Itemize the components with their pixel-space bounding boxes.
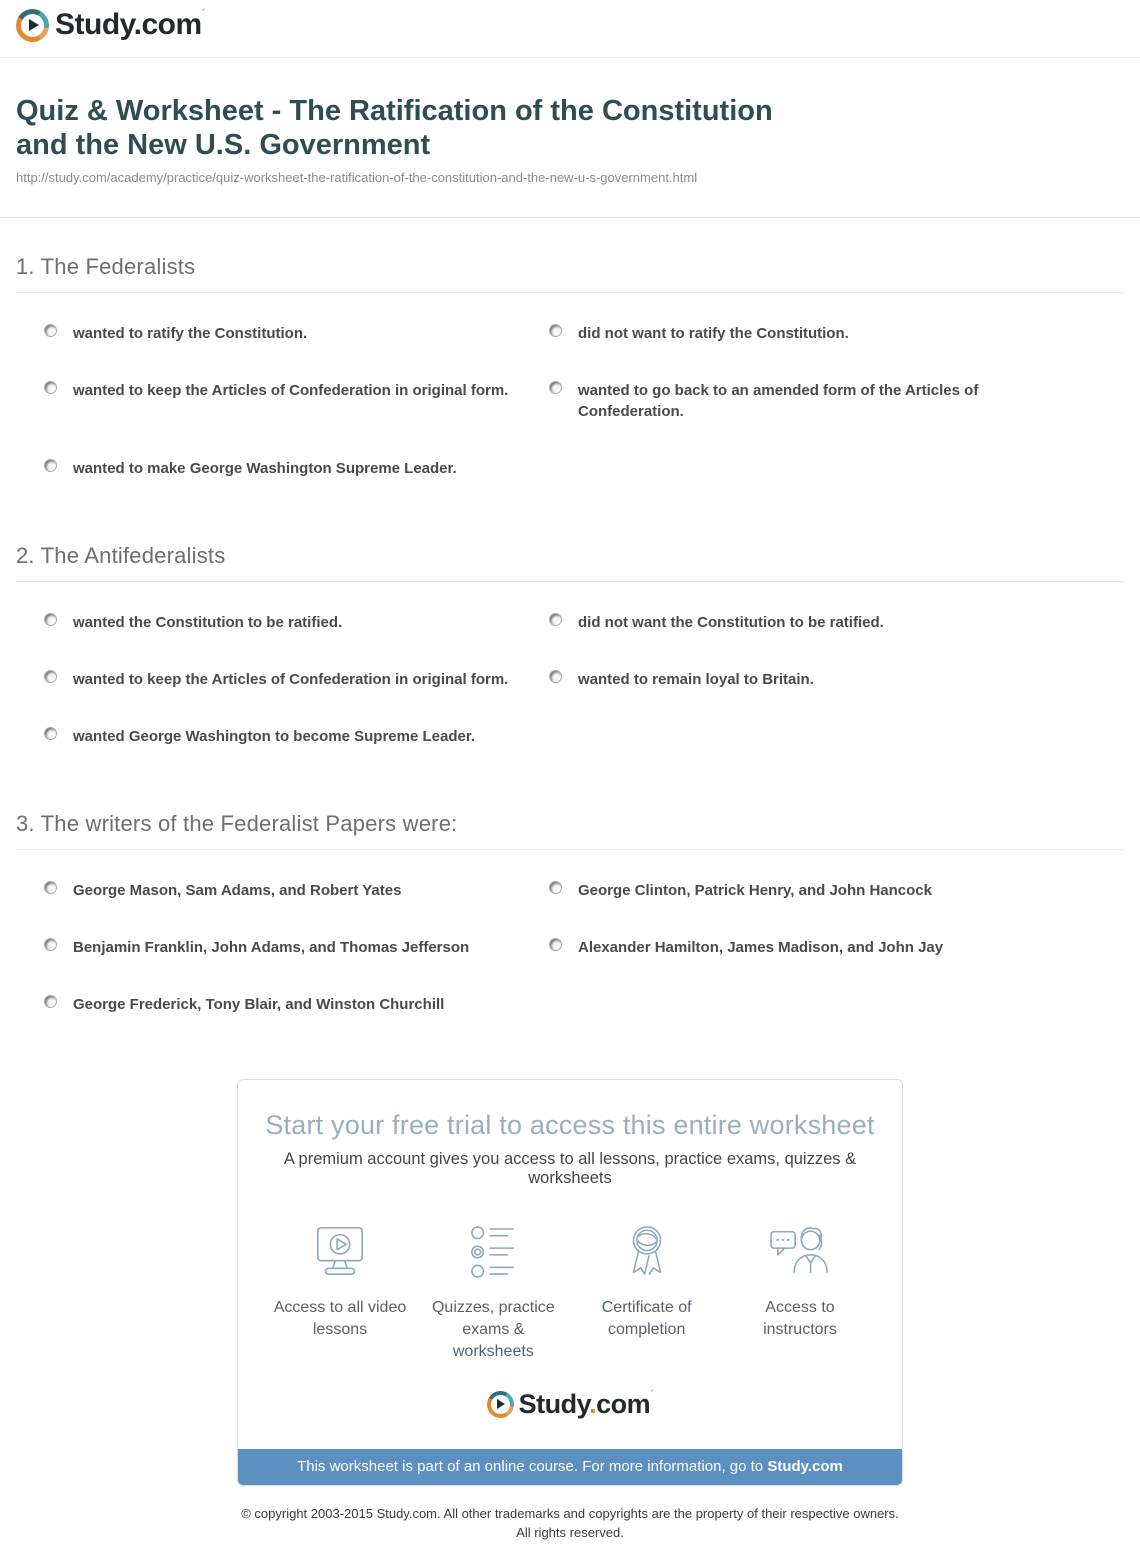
question-1-options bbox=[44, 323, 1004, 479]
radio-button[interactable] bbox=[549, 324, 562, 337]
answer-option[interactable] bbox=[44, 726, 519, 747]
answer-label: Benjamin Franklin, John Adams, and Thomas Jefferson bbox=[73, 938, 470, 956]
copyright-line2: All rights reserved. bbox=[516, 1524, 624, 1540]
logo-trademark: ´ bbox=[650, 1388, 654, 1401]
logo-com: com bbox=[596, 1388, 651, 1419]
studycom-logo-text bbox=[55, 8, 205, 42]
feature-label: Quizzes, practice exams & worksheets bbox=[431, 1298, 555, 1360]
cta-content bbox=[238, 1080, 902, 1449]
worksheet-page bbox=[0, 94, 1140, 1566]
free-trial-cta-box bbox=[237, 1079, 903, 1486]
radio-button[interactable] bbox=[44, 881, 57, 894]
answer-option[interactable] bbox=[44, 669, 519, 690]
question-2-heading: 2. The Antifederalists bbox=[16, 542, 226, 568]
answer-option[interactable] bbox=[44, 323, 519, 344]
radio-button[interactable] bbox=[44, 613, 57, 626]
page-url: http://study.com/academy/practice/quiz-worksheet-the-ratification-of-the-constitution-and-the-new-u-s-government.html bbox=[16, 169, 698, 185]
answer-label: wanted to remain loyal to Britain. bbox=[578, 670, 814, 688]
radio-button[interactable] bbox=[549, 881, 562, 894]
radio-button[interactable] bbox=[549, 938, 562, 951]
logo-trademark: ´ bbox=[201, 8, 205, 20]
answer-label: wanted to keep the Articles of Confederation in original form. bbox=[73, 670, 509, 688]
radio-button[interactable] bbox=[549, 670, 562, 683]
studycom-link[interactable]: Study.com bbox=[767, 1457, 843, 1475]
feature-list bbox=[270, 1224, 870, 1363]
answer-option[interactable] bbox=[44, 880, 519, 901]
radio-button[interactable] bbox=[44, 995, 57, 1008]
answer-option[interactable] bbox=[549, 937, 1004, 958]
answer-label: George Mason, Sam Adams, and Robert Yates bbox=[73, 881, 402, 899]
feature-instructors bbox=[730, 1224, 870, 1341]
copyright-line1: © copyright 2003-2015 Study.com. All other trademarks and copyrights are the property of their respective owners. bbox=[241, 1505, 899, 1521]
radio-button[interactable] bbox=[44, 727, 57, 740]
logo-dot: . bbox=[133, 8, 142, 41]
answer-label: George Clinton, Patrick Henry, and John Hancock bbox=[578, 881, 932, 899]
studycom-play-icon bbox=[16, 9, 49, 42]
logo-study: Study bbox=[55, 8, 134, 41]
answer-option[interactable] bbox=[549, 323, 1004, 344]
question-3 bbox=[16, 811, 1124, 1015]
video-lessons-icon bbox=[309, 1267, 371, 1284]
studycom-logo[interactable] bbox=[16, 8, 205, 42]
answer-option[interactable] bbox=[44, 458, 519, 479]
feature-label: Certificate of completion bbox=[601, 1298, 692, 1338]
logo-dot: . bbox=[589, 1388, 597, 1419]
feature-certificate bbox=[577, 1224, 717, 1341]
answer-option[interactable] bbox=[44, 380, 519, 401]
certificate-icon bbox=[623, 1267, 671, 1284]
feature-label: Access to instructors bbox=[763, 1298, 837, 1338]
studycom-logo-text bbox=[519, 1389, 654, 1420]
radio-button[interactable] bbox=[44, 670, 57, 683]
answer-option[interactable] bbox=[549, 669, 1004, 690]
site-header bbox=[0, 0, 1140, 58]
question-1-divider bbox=[16, 292, 1124, 293]
answer-label: wanted to keep the Articles of Confederation in original form. bbox=[73, 381, 509, 399]
answer-option[interactable] bbox=[549, 380, 1004, 422]
logo-com: com bbox=[141, 8, 202, 41]
radio-button[interactable] bbox=[44, 459, 57, 472]
question-3-heading: 3. The writers of the Federalist Papers were: bbox=[16, 810, 458, 836]
cta-subtitle: A premium account gives you access to all lessons, practice exams, quizzes & worksheets bbox=[283, 1149, 857, 1187]
instructors-icon bbox=[769, 1267, 831, 1284]
answer-option[interactable] bbox=[44, 612, 519, 633]
cta-title: Start your free trial to access this entire worksheet bbox=[265, 1109, 875, 1140]
answer-label: did not want the Constitution to be ratified. bbox=[578, 613, 884, 631]
course-info-text: This worksheet is part of an online course. For more information, go to bbox=[297, 1457, 768, 1475]
header-divider bbox=[0, 217, 1140, 218]
question-2-options bbox=[44, 612, 1004, 747]
question-2-divider bbox=[16, 581, 1124, 582]
studycom-play-icon bbox=[487, 1391, 514, 1418]
question-1-heading: 1. The Federalists bbox=[16, 253, 196, 279]
logo-study: Study bbox=[518, 1388, 590, 1419]
answer-label: wanted to go back to an amended form of the Articles of Confederation. bbox=[578, 381, 979, 420]
copyright-footer bbox=[16, 1504, 1124, 1566]
course-info-bar bbox=[238, 1449, 902, 1485]
radio-button[interactable] bbox=[44, 938, 57, 951]
feature-label: Access to all video lessons bbox=[273, 1298, 407, 1338]
question-3-options bbox=[44, 880, 1004, 1015]
quizzes-icon bbox=[469, 1267, 517, 1284]
answer-label: Alexander Hamilton, James Madison, and John Jay bbox=[578, 938, 944, 956]
answer-label: wanted to make George Washington Supreme Leader. bbox=[73, 459, 457, 477]
feature-video-lessons bbox=[270, 1224, 410, 1341]
answer-label: wanted the Constitution to be ratified. bbox=[73, 613, 343, 631]
answer-option[interactable] bbox=[44, 937, 519, 958]
question-3-divider bbox=[16, 849, 1124, 850]
feature-quizzes bbox=[423, 1224, 563, 1363]
answer-label: did not want to ratify the Constitution. bbox=[578, 324, 849, 342]
answer-option[interactable] bbox=[44, 994, 519, 1015]
answer-label: George Frederick, Tony Blair, and Winston Churchill bbox=[73, 995, 445, 1013]
question-2 bbox=[16, 543, 1124, 747]
answer-label: wanted to ratify the Constitution. bbox=[73, 324, 308, 342]
answer-label: wanted George Washington to become Supreme Leader. bbox=[73, 727, 476, 745]
cta-studycom-logo bbox=[487, 1389, 654, 1420]
question-1 bbox=[16, 254, 1124, 479]
radio-button[interactable] bbox=[549, 613, 562, 626]
radio-button[interactable] bbox=[44, 324, 57, 337]
radio-button[interactable] bbox=[44, 381, 57, 394]
answer-option[interactable] bbox=[549, 612, 1004, 633]
answer-option[interactable] bbox=[549, 880, 1004, 901]
radio-button[interactable] bbox=[549, 381, 562, 394]
page-title: Quiz & Worksheet - The Ratification of the Constitution and the New U.S. Government bbox=[16, 94, 773, 161]
